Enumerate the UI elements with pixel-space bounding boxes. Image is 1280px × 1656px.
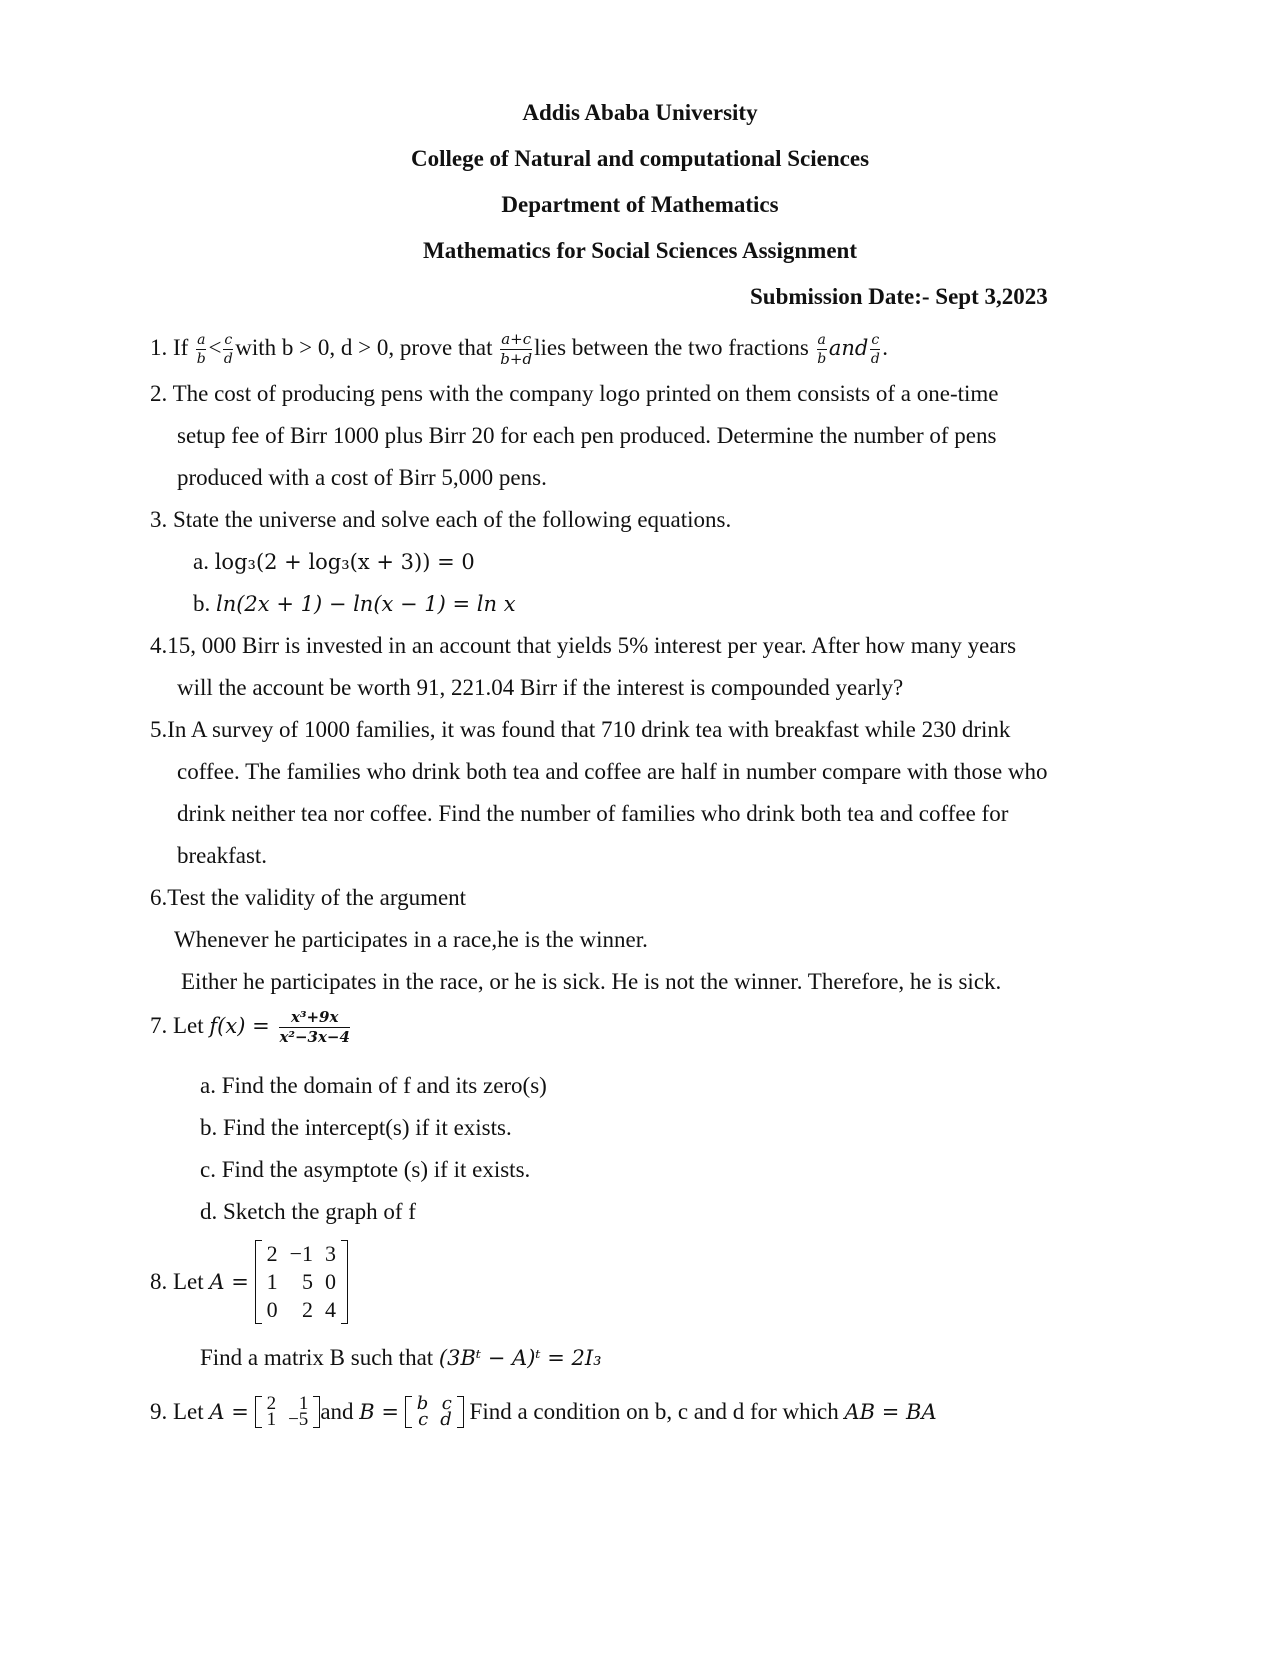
q9-matrix-b-label: B =	[359, 1400, 399, 1424]
q9-matrix-a-label: A =	[209, 1400, 249, 1424]
q9-matrix-a-cell: 1	[298, 1393, 309, 1414]
fraction-c-over-d-2: $\frac{c}{d}$	[870, 332, 880, 367]
q9-matrix-a-cell: 2	[266, 1393, 277, 1414]
q7-function: f(x) =	[209, 1013, 270, 1038]
question-2-line-1: 2. The cost of producing pens with the company logo printed on them consists of a one-time	[150, 381, 999, 406]
question-7	[150, 1010, 352, 1045]
fraction-a-over-b: $\frac{a}{b}$	[196, 332, 206, 367]
department-title: Department of Mathematics	[501, 192, 779, 217]
q1-text-1: with b > 0, d > 0, prove that	[235, 334, 493, 360]
fraction-c-over-d: $\frac{c}{d}$	[223, 332, 233, 367]
q7-lead: 7. Let	[150, 1012, 210, 1038]
q9-equation: AB = BA	[844, 1400, 937, 1424]
q8-matrix-row	[261, 1268, 342, 1296]
q9-matrix-b	[405, 1393, 464, 1430]
q9-and: and	[320, 1399, 360, 1424]
question-3b	[193, 591, 516, 617]
q7-rational-fraction: $\frac{\text{x³+9x}}{\text{x²−3x−4}}$	[279, 1008, 350, 1046]
question-8-find	[200, 1345, 602, 1371]
q8-matrix-cell: 2	[266, 1241, 278, 1266]
q9-matrix-b-cell: c	[418, 1409, 429, 1430]
university-title: Addis Ababa University	[522, 100, 758, 125]
q9-matrix-a-cell: 1	[266, 1409, 277, 1430]
q3a-label: a.	[193, 549, 215, 574]
q1-number: 1. If	[150, 334, 189, 360]
q3a-equation: log₃(2 + log₃(x + 3)) = 0	[214, 550, 475, 574]
q9-matrix-b-cell: c	[441, 1393, 452, 1414]
question-1	[150, 332, 888, 367]
college-title: College of Natural and computational Sciences	[410, 146, 870, 171]
question-2-line-2: setup fee of Birr 1000 plus Birr 20 for each pen produced. Determine the number of pens	[177, 423, 997, 448]
question-2-line-3: produced with a cost of Birr 5,000 pens.	[177, 465, 547, 490]
q8-matrix-label: A =	[209, 1270, 249, 1294]
q8-matrix-cell: 0	[325, 1269, 337, 1294]
question-6-line-2: Whenever he participates in a race,he is the winner.	[174, 927, 648, 952]
q9-matrix-a-row	[261, 1412, 315, 1428]
q9-matrix-b-row	[411, 1412, 458, 1428]
question-3a	[193, 549, 475, 575]
question-8	[150, 1240, 348, 1324]
question-5-line-3: drink neither tea nor coffee. Find the number of families who drink both tea and coffee for	[177, 801, 1009, 826]
q3b-equation: ln(2x + 1) − ln(x − 1) = ln x	[216, 592, 516, 616]
q8-matrix-cell: 0	[266, 1297, 278, 1322]
q8-find-text: Find a matrix B such that	[200, 1345, 439, 1370]
q9-lead: 9. Let	[150, 1399, 210, 1424]
question-7c: c. Find the asymptote (s) if it exists.	[200, 1157, 531, 1182]
q1-period: .	[882, 334, 888, 360]
q9-text: Find a condition on b, c and d for which	[463, 1399, 845, 1424]
q9-matrix-b-cell: d	[440, 1409, 452, 1430]
question-9	[150, 1393, 937, 1430]
q8-matrix-cell: −1	[289, 1241, 314, 1266]
q8-matrix	[255, 1240, 348, 1324]
q8-matrix-cell: 1	[266, 1269, 278, 1294]
question-4-line-2: will the account be worth 91, 221.04 Birr if the interest is compounded yearly?	[177, 675, 904, 700]
q1-text-2: lies between the two fractions	[534, 334, 809, 360]
q9-matrix-b-cell: b	[416, 1393, 429, 1414]
q8-equation: (3Bᵗ − A)ᵗ = 2I₃	[438, 1346, 602, 1370]
question-4-line-1: 4.15, 000 Birr is invested in an account that yields 5% interest per year. After how many years	[150, 633, 1017, 658]
q8-matrix-cell: 3	[325, 1241, 337, 1266]
question-5-line-1: 5.In A survey of 1000 families, it was found that 710 drink tea with breakfast while 230 drink	[150, 717, 1011, 742]
question-3-line-1: 3. State the universe and solve each of the following equations.	[150, 507, 732, 532]
q8-matrix-cell: 5	[302, 1269, 314, 1294]
question-7a: a. Find the domain of f and its zero(s)	[200, 1073, 547, 1098]
less-than: <	[208, 334, 222, 360]
q8-matrix-cell: 2	[302, 1297, 314, 1322]
fraction-a-over-b-2: $\frac{a}{b}$	[817, 332, 827, 367]
q8-matrix-row	[261, 1296, 342, 1324]
course-title: Mathematics for Social Sciences Assignment	[423, 238, 857, 263]
question-6-line-1: 6.Test the validity of the argument	[150, 885, 467, 910]
q8-lead: 8. Let	[150, 1269, 210, 1294]
q3b-label: b.	[193, 591, 216, 616]
question-6-line-3: Either he participates in the race, or he is sick. He is not the winner. Therefore, he is sick.	[181, 969, 1002, 994]
submission-date: Submission Date:- Sept 3,2023	[750, 284, 1048, 309]
fraction-apc-over-bpd: $\frac{a+c}{b+d}$	[500, 330, 533, 368]
q9-matrix-a-cell: −5	[288, 1409, 309, 1430]
question-5-line-2: coffee. The families who drink both tea and coffee are half in number compare with those who	[177, 759, 1048, 784]
q1-and: and	[828, 335, 869, 360]
q8-matrix-row	[261, 1240, 342, 1268]
q8-matrix-cell: 4	[325, 1297, 337, 1322]
question-7d: d. Sketch the graph of f	[200, 1199, 416, 1224]
question-5-line-4: breakfast.	[177, 843, 268, 868]
question-7b: b. Find the intercept(s) if it exists.	[200, 1115, 512, 1140]
q9-matrix-a	[255, 1393, 321, 1430]
